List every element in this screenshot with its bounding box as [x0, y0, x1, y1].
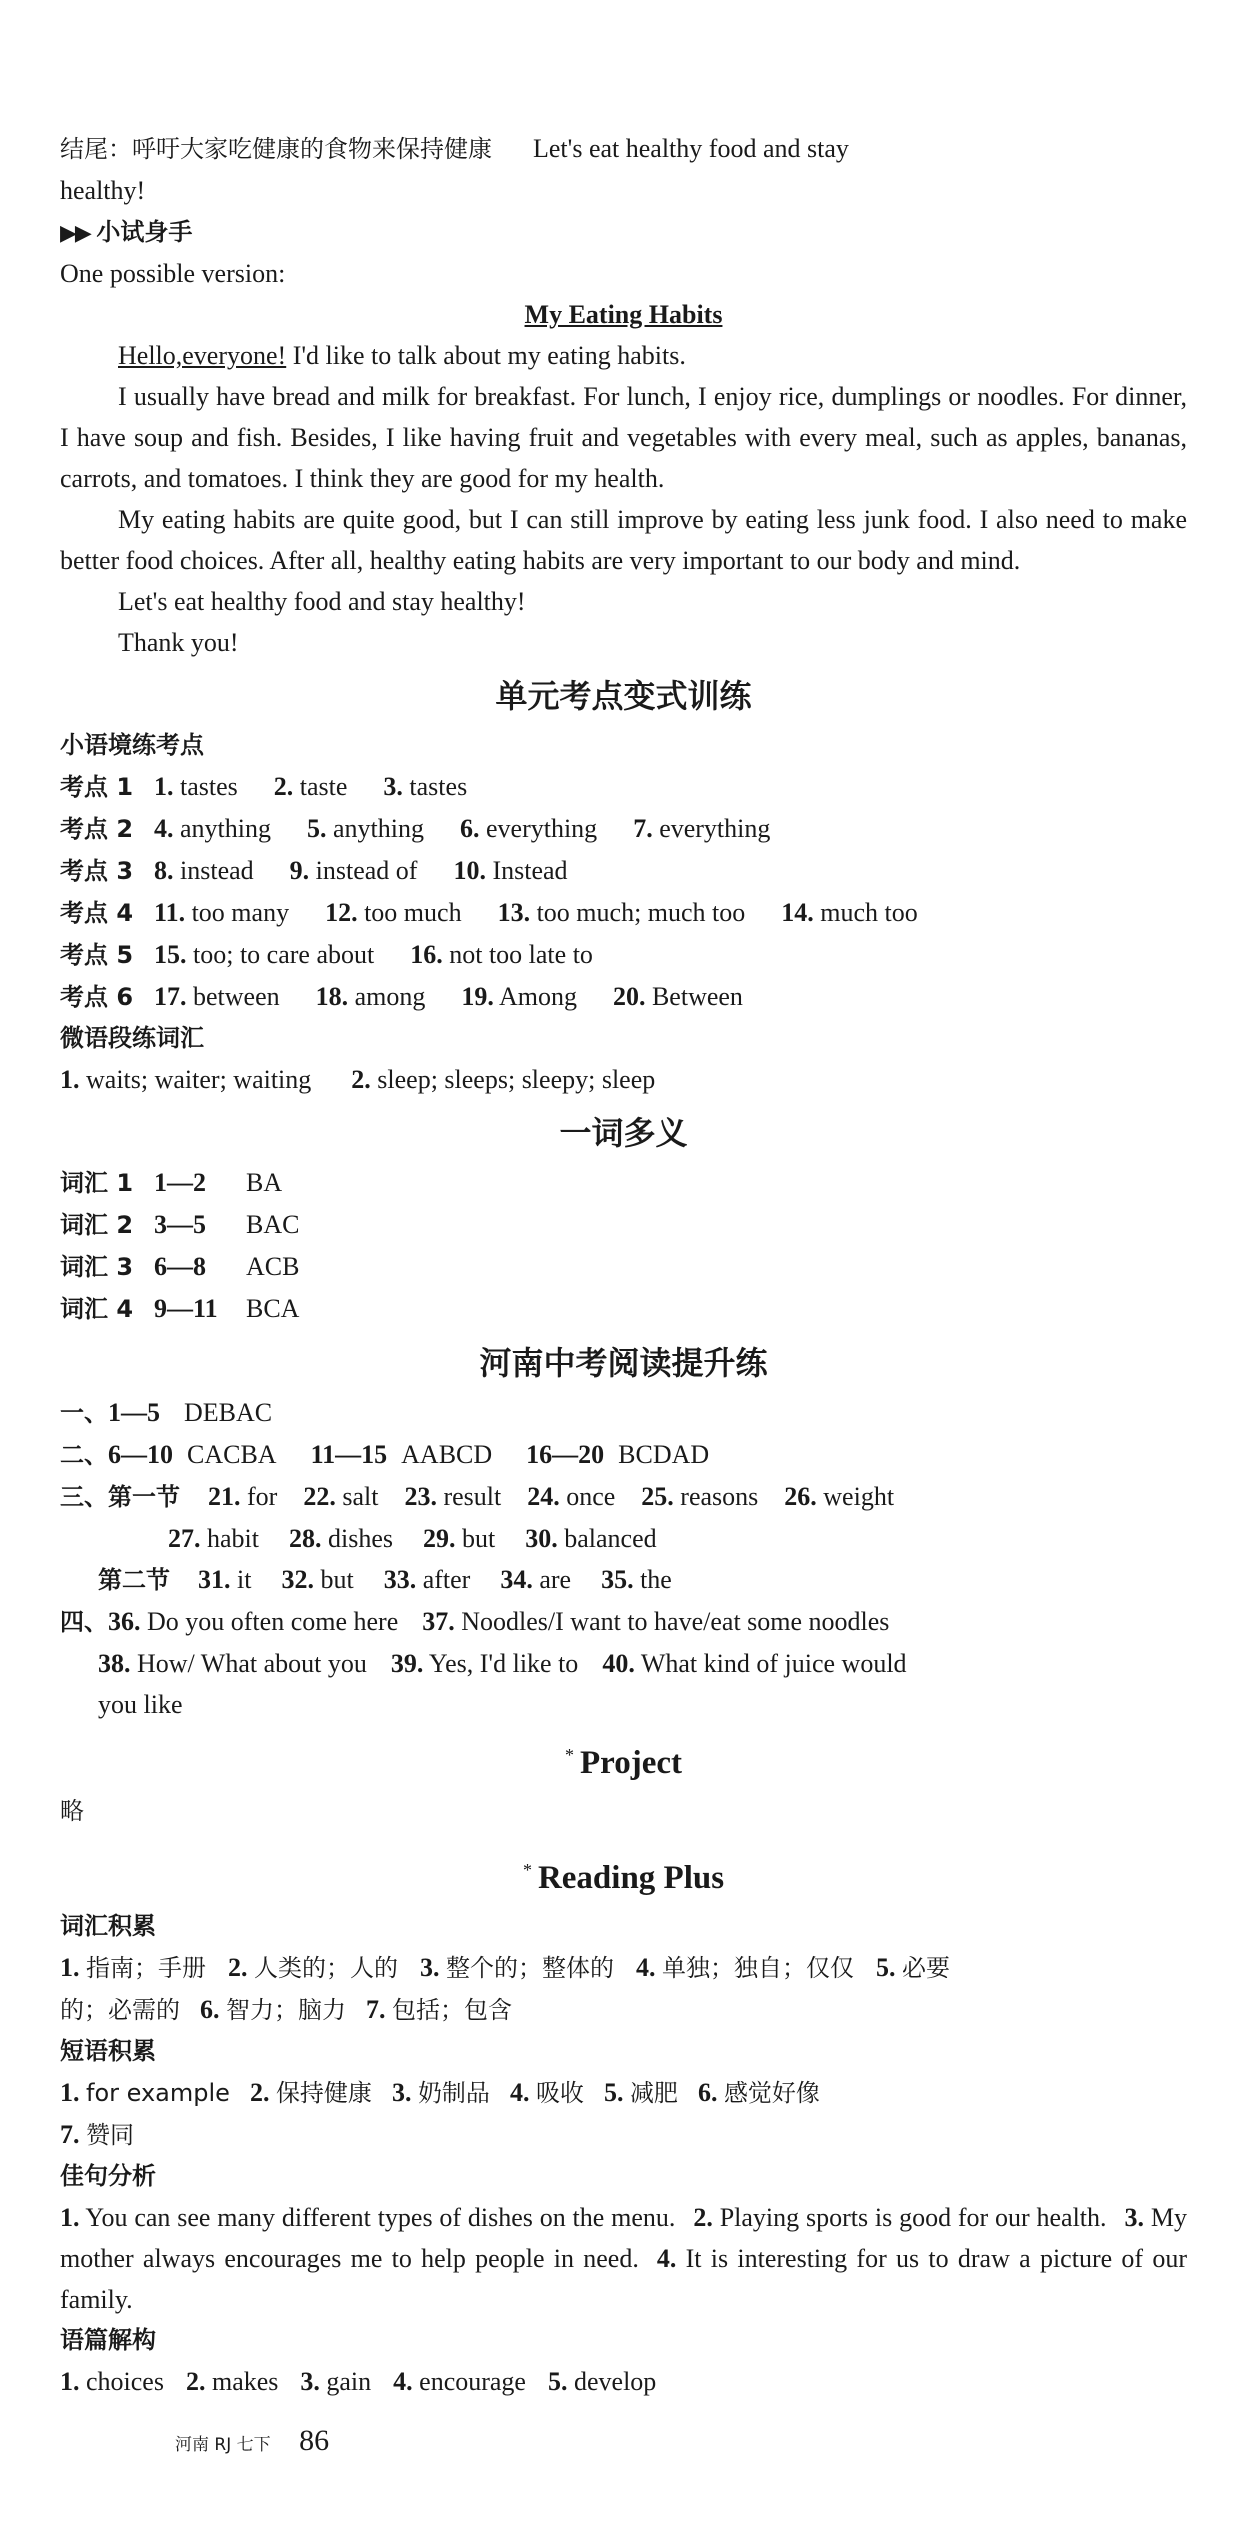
kaodian-item	[383, 772, 467, 801]
page-footer	[175, 2420, 329, 2466]
page-number: 86	[299, 2424, 330, 2457]
henan-s4-item	[602, 1649, 906, 1678]
rp-struct-answer: develop	[573, 2367, 657, 2396]
rp-vocab-answer: 整个的；整体的	[446, 1954, 614, 1982]
kaodian-label: 考点 5	[60, 941, 134, 969]
kaodian-num: 7.	[633, 814, 653, 843]
rp-vocab-num: 7.	[366, 1995, 386, 2024]
kaodian-num: 17.	[154, 982, 187, 1011]
rp-phrase-item	[510, 2078, 584, 2107]
polysemy-label: 词汇 4	[60, 1295, 134, 1323]
henan-s3-answer: once	[566, 1482, 616, 1511]
unit-train-sub2: 微语段练词汇	[60, 1024, 204, 1052]
henan-s4-line2	[60, 1643, 1187, 1684]
greeting-underlined: Hello,everyone!	[118, 341, 287, 370]
unit-train-heading: 单元考点变式训练	[495, 677, 752, 715]
henan-s3-num: 31.	[198, 1565, 231, 1594]
rp-phrase-answer: 感觉好像	[723, 2079, 820, 2107]
ending-text-cont: healthy!	[60, 176, 146, 205]
henan-s4-item	[98, 1649, 367, 1678]
kaodian-label: 考点 6	[60, 983, 134, 1011]
henan-s3-answer: the	[640, 1565, 672, 1594]
rp-sent-num: 2.	[693, 2203, 713, 2232]
kaodian-num: 8.	[154, 856, 174, 885]
henan-s4-label: 四、	[60, 1608, 108, 1636]
henan-s4-answer: Yes, I'd like to	[428, 1649, 579, 1678]
essay-paragraph-5: Thank you!	[118, 628, 239, 657]
kaodian-item	[154, 772, 238, 801]
henan-s3-num: 28.	[289, 1524, 322, 1553]
kaodian-item	[453, 856, 567, 885]
henan-s3-answer: salt	[342, 1482, 379, 1511]
rp-vocab-item	[200, 1995, 346, 2024]
polysemy-rows	[60, 1162, 1187, 1330]
kaodian-item	[410, 940, 593, 969]
henan-s3-answer: weight	[823, 1482, 895, 1511]
kaodian-row	[60, 808, 1187, 850]
henan-s2-range: 11—15	[310, 1440, 388, 1469]
rp-phrase-answer: 减肥	[629, 2079, 678, 2107]
ending-line	[60, 128, 1187, 170]
vocab-answer: sleep; sleeps; sleepy; sleep	[377, 1065, 656, 1094]
henan-s3-item	[404, 1482, 501, 1511]
henan-s3-label: 三、	[60, 1483, 108, 1511]
project-text: 略	[60, 1797, 84, 1825]
rp-struct-num: 4.	[393, 2367, 413, 2396]
polysemy-answer: BCA	[246, 1294, 300, 1323]
rp-vocab-line2	[60, 1989, 1187, 2031]
polysemy-row	[60, 1204, 1187, 1246]
rp-struct-answer: encourage	[419, 2367, 526, 2396]
henan-s4-answer: How/ What about you	[137, 1649, 367, 1678]
polysemy-range: 3—5	[154, 1210, 206, 1239]
kaodian-item	[154, 856, 254, 885]
kaodian-item	[154, 898, 289, 927]
kaodian-item	[325, 898, 462, 927]
henan-s3-num: 27.	[168, 1524, 201, 1553]
rp-vocab-answer: 智力；脑力	[226, 1996, 346, 2024]
kaodian-label: 考点 1	[60, 773, 134, 801]
henan-s3-num: 29.	[423, 1524, 456, 1553]
rp-vocab-answer: 指南；手册	[86, 1954, 206, 1982]
henan-s4-item	[391, 1649, 578, 1678]
henan-s3-num: 35.	[601, 1565, 634, 1594]
henan-s2-range: 16—20	[526, 1440, 605, 1469]
henan-s3-num: 26.	[784, 1482, 817, 1511]
henan-s1-label: 一、	[60, 1399, 108, 1427]
rp-phrase-item	[604, 2078, 678, 2107]
henan-s4-num: 40.	[602, 1649, 635, 1678]
henan-s2	[60, 1434, 1187, 1476]
kaodian-item	[781, 898, 918, 927]
henan-s4-num: 38.	[98, 1649, 131, 1678]
essay-paragraph-2: I usually have bread and milk for breakfast. For lunch, I enjoy rice, dumplings or noodles. For dinner, I have soup and fish. Besides, I like having fruit and vegetables with every meal, such as apples, bananas, carrots, and tomatoes. I think they are good for my health.	[60, 382, 1187, 493]
rp-struct-num: 1.	[60, 2367, 80, 2396]
rp-vocab-answer: 人类的；人的	[254, 1954, 398, 1982]
rp-vocab-cont: 的；必需的	[60, 1996, 180, 2024]
kaodian-num: 6.	[460, 814, 480, 843]
rp-struct-item	[548, 2367, 656, 2396]
kaodian-num: 20.	[612, 982, 646, 1011]
henan-s2-label: 二、	[60, 1441, 108, 1469]
kaodian-answer: instead	[180, 856, 254, 885]
kaodian-item	[274, 772, 348, 801]
henan-s3-item	[500, 1565, 571, 1594]
henan-s3-item	[168, 1524, 259, 1553]
henan-s3-item	[423, 1524, 495, 1553]
rp-struct-answer: makes	[211, 2367, 279, 2396]
rp-sent-item	[693, 2203, 1106, 2232]
kaodian-answer: much too	[820, 898, 918, 927]
kaodian-num: 10.	[453, 856, 486, 885]
rp-phrase-answer: 吸收	[535, 2079, 584, 2107]
rp-phrase-num: 4.	[509, 2078, 530, 2107]
rp-phrase-line1	[60, 2072, 1187, 2114]
unit-train-rows	[60, 766, 1187, 1018]
rp-struct-item	[300, 2367, 371, 2396]
rp-phrase-item	[392, 2078, 490, 2107]
rp-phrase-item	[250, 2078, 372, 2107]
henan-s3-item	[601, 1565, 672, 1594]
rp-sentences	[60, 2197, 1187, 2320]
vocab-answer: waits; waiter; waiting	[86, 1065, 312, 1094]
kaodian-answer: Between	[651, 982, 743, 1011]
rp-struct-item	[393, 2367, 526, 2396]
kaodian-item	[316, 982, 426, 1011]
rp-vocab-line1	[60, 1947, 1187, 1989]
polysemy-label: 词汇 2	[60, 1211, 134, 1239]
kaodian-item	[154, 814, 271, 843]
polysemy-range: 1—2	[154, 1168, 206, 1197]
essay-paragraph-3: My eating habits are quite good, but I can still improve by eating less junk food. I also need to make better food choices. After all, healthy eating habits are very important to our body and mind.	[60, 505, 1187, 575]
henan-s3-answer: reasons	[680, 1482, 759, 1511]
rp-struct-answer: gain	[326, 2367, 372, 2396]
kaodian-num: 1.	[154, 772, 174, 801]
polysemy-row	[60, 1288, 1187, 1330]
rp-phrase-num: 1.	[60, 2078, 80, 2107]
kaodian-answer: tastes	[180, 772, 238, 801]
rp-phrase-item	[60, 2078, 230, 2107]
try-heading	[60, 211, 1187, 253]
polysemy-answer: BA	[246, 1168, 283, 1197]
rp-sent-num: 4.	[656, 2244, 677, 2273]
henan-s3-item	[641, 1482, 758, 1511]
henan-s3-item	[208, 1482, 277, 1511]
henan-s3-part2	[60, 1559, 1187, 1601]
kaodian-answer: between	[193, 982, 280, 1011]
unit-train-vocab-row	[60, 1059, 1187, 1100]
kaodian-answer: anything	[180, 814, 271, 843]
rp-vocab-answer: 必要	[902, 1954, 950, 1982]
kaodian-item	[290, 856, 418, 885]
henan-s4-line1	[60, 1601, 1187, 1643]
rp-phrase-line2	[60, 2114, 1187, 2156]
rp-struct-item	[60, 2367, 164, 2396]
henan-s3-part1-label: 第一节	[108, 1483, 180, 1511]
double-triangle-icon: ▶▶	[60, 220, 90, 245]
rp-vocab-num: 1.	[60, 1953, 80, 1982]
kaodian-item	[613, 982, 743, 1011]
henan-s3-answer: are	[539, 1565, 572, 1594]
rp-struct-num: 3.	[300, 2367, 320, 2396]
kaodian-num: 15.	[154, 940, 187, 969]
henan-s4-answer: Do you often come here	[147, 1607, 399, 1636]
rp-struct-item	[186, 2367, 278, 2396]
henan-s3-num: 21.	[208, 1482, 241, 1511]
kaodian-item	[154, 940, 374, 969]
kaodian-item	[460, 814, 597, 843]
rp-vocab-item	[636, 1953, 854, 1982]
project-title: Project	[580, 1745, 682, 1781]
rp-vocab-num: 4.	[636, 1953, 656, 1982]
henan-s2-group	[108, 1440, 277, 1469]
rp-vocab-num: 5.	[876, 1953, 896, 1982]
kaodian-answer: too much; much too	[536, 898, 746, 927]
kaodian-row	[60, 766, 1187, 808]
henan-s3-num: 33.	[383, 1565, 417, 1594]
kaodian-answer: not too late to	[449, 940, 593, 969]
rp-vocab-item	[420, 1953, 614, 1982]
vocab-num: 2.	[351, 1065, 371, 1094]
rp-sent-answer: It is interesting for us to draw a picture of our family.	[60, 2244, 1188, 2314]
henan-s3-answer: result	[443, 1482, 502, 1511]
rp-sent-answer: My mother always encourages me to help people in need.	[60, 2203, 1187, 2273]
henan-s2-range: 6—10	[108, 1440, 173, 1469]
rp-vocab-answer: 包括；包含	[392, 1996, 512, 2024]
henan-s4-num: 37.	[422, 1607, 455, 1636]
kaodian-num: 13.	[497, 898, 531, 927]
henan-s2-answer: BCDAD	[618, 1440, 710, 1469]
polysemy-label: 词汇 1	[60, 1169, 134, 1197]
rp-vocab-label: 词汇积累	[60, 1912, 156, 1940]
henan-s3-answer: but	[320, 1565, 354, 1594]
kaodian-num: 2.	[273, 772, 294, 801]
henan-s3-item	[289, 1524, 393, 1553]
kaodian-num: 5.	[307, 814, 327, 843]
polysemy-heading: 一词多义	[559, 1114, 688, 1152]
polysemy-range: 6—8	[154, 1252, 206, 1281]
henan-s2-group	[526, 1440, 709, 1469]
rp-vocab-num: 3.	[420, 1953, 440, 1982]
kaodian-item	[154, 982, 280, 1011]
kaodian-row	[60, 850, 1187, 892]
rp-vocab-item	[60, 1953, 206, 1982]
henan-heading: 河南中考阅读提升练	[479, 1344, 768, 1382]
rp-phrase-num: 5.	[603, 2078, 624, 2107]
reading-plus-title: Reading Plus	[537, 1860, 725, 1896]
kaodian-answer: everything	[659, 814, 771, 843]
henan-s4-answer: Noodles/I want to have/eat some noodles	[461, 1607, 890, 1636]
henan-s3-part2-label: 第二节	[98, 1566, 170, 1594]
henan-s2-group	[311, 1440, 493, 1469]
kaodian-num: 19.	[461, 982, 494, 1011]
henan-s3-item	[525, 1524, 656, 1553]
rp-vocab-item	[366, 1995, 512, 2024]
try-intro: One possible version:	[60, 259, 286, 288]
kaodian-label: 考点 2	[60, 815, 134, 843]
rp-phrase-num: 2.	[249, 2078, 270, 2107]
reading-plus-heading	[60, 1846, 1187, 1902]
greeting-rest: I'd like to talk about my eating habits.	[286, 341, 686, 370]
essay-paragraph-4: Let's eat healthy food and stay healthy!	[118, 587, 526, 616]
essay-title: My Eating Habits	[524, 300, 723, 329]
henan-s4-answer: What kind of juice would	[640, 1649, 907, 1678]
henan-s3-num: 30.	[525, 1524, 558, 1553]
kaodian-answer: Instead	[492, 856, 568, 885]
henan-s3-item	[198, 1565, 251, 1594]
henan-s3-num: 34.	[500, 1565, 533, 1594]
henan-s3-answer: dishes	[328, 1524, 393, 1553]
henan-s2-answer: CACBA	[187, 1440, 277, 1469]
henan-s3-answer: habit	[207, 1524, 259, 1553]
ending-label: 结尾：呼吁大家吃健康的食物来保持健康	[60, 135, 492, 163]
ending-text: Let's eat healthy food and stay	[533, 134, 849, 163]
kaodian-row	[60, 892, 1187, 934]
kaodian-answer: everything	[486, 814, 598, 843]
kaodian-num: 4.	[154, 814, 174, 843]
vocab-num: 1.	[60, 1065, 80, 1094]
rp-phrase-num: 3.	[391, 2078, 412, 2107]
rp-phrase-answer: 赞同	[86, 2121, 134, 2149]
henan-s3-answer: it	[237, 1565, 252, 1594]
vocab-item	[351, 1065, 655, 1094]
polysemy-answer: BAC	[246, 1210, 300, 1239]
polysemy-label: 词汇 3	[60, 1253, 134, 1281]
rp-vocab-answer: 单独；独自；仅仅	[662, 1954, 854, 1982]
kaodian-answer: among	[354, 982, 426, 1011]
kaodian-num: 9.	[289, 856, 310, 885]
rp-vocab-item	[876, 1953, 950, 1982]
henan-s4-num: 39.	[390, 1649, 424, 1678]
henan-s1	[60, 1392, 1187, 1434]
vocab-item	[60, 1065, 311, 1094]
rp-vocab-num: 6.	[200, 1995, 220, 2024]
kaodian-answer: tastes	[409, 772, 468, 801]
kaodian-num: 11.	[154, 898, 186, 927]
polysemy-row	[60, 1246, 1187, 1288]
essay-greeting	[60, 335, 1187, 376]
henan-s4-item	[422, 1607, 889, 1636]
kaodian-num: 18.	[315, 982, 349, 1011]
henan-s3-item	[784, 1482, 894, 1511]
polysemy-row	[60, 1162, 1187, 1204]
kaodian-item	[633, 814, 770, 843]
polysemy-answer: ACB	[246, 1252, 300, 1281]
henan-s3-answer: but	[462, 1524, 496, 1553]
henan-s4-line3: you like	[98, 1690, 183, 1719]
kaodian-answer: too much	[364, 898, 462, 927]
rp-sent-num: 3.	[1124, 2203, 1145, 2232]
star-mark: *	[565, 1745, 574, 1765]
kaodian-num: 14.	[781, 898, 814, 927]
star-mark: *	[522, 1860, 532, 1880]
rp-phrase-label: 短语积累	[60, 2037, 156, 2065]
henan-s3-answer: balanced	[564, 1524, 657, 1553]
henan-s3-num: 24.	[527, 1482, 560, 1511]
henan-s3-num: 25.	[641, 1482, 674, 1511]
kaodian-item	[461, 982, 577, 1011]
kaodian-answer: too; to care about	[193, 940, 375, 969]
kaodian-num: 16.	[410, 940, 443, 969]
henan-s3-item	[527, 1482, 615, 1511]
rp-sent-answer: You can see many different types of dishes on the menu.	[85, 2203, 676, 2232]
henan-s3-line2	[60, 1518, 1187, 1559]
henan-s3-item	[384, 1565, 471, 1594]
henan-s3-num: 23.	[404, 1482, 437, 1511]
rp-sent-num: 1.	[60, 2203, 80, 2232]
kaodian-row	[60, 976, 1187, 1018]
henan-s3-num: 32.	[281, 1565, 314, 1594]
kaodian-answer: taste	[299, 772, 348, 801]
footer-label: 河南 RJ 七下	[175, 2435, 271, 2455]
kaodian-num: 3.	[383, 772, 403, 801]
henan-s3-item	[303, 1482, 378, 1511]
rp-structure-row	[60, 2361, 1187, 2402]
rp-vocab-num: 2.	[228, 1953, 248, 1982]
henan-s1-range: 1—5	[108, 1398, 160, 1427]
rp-struct-label: 语篇解构	[60, 2326, 156, 2354]
rp-sent-item	[60, 2203, 675, 2232]
kaodian-answer: anything	[333, 814, 424, 843]
kaodian-answer: Among	[498, 982, 577, 1011]
rp-phrase-item	[60, 2120, 134, 2149]
try-label: 小试身手	[96, 218, 193, 246]
polysemy-range: 9—11	[154, 1294, 218, 1323]
kaodian-answer: too many	[191, 898, 290, 927]
henan-s3-item	[281, 1565, 353, 1594]
henan-s1-answer: DEBAC	[184, 1398, 273, 1427]
kaodian-label: 考点 4	[60, 899, 134, 927]
rp-sent-answer: Playing sports is good for our health.	[719, 2203, 1107, 2232]
rp-phrase-answer: 保持健康	[275, 2079, 372, 2107]
henan-s3-line1	[60, 1476, 1187, 1518]
kaodian-label: 考点 3	[60, 857, 134, 885]
kaodian-item	[307, 814, 424, 843]
henan-s3-answer: after	[422, 1565, 471, 1594]
rp-phrase-num: 7.	[60, 2120, 80, 2149]
rp-struct-num: 5.	[547, 2367, 568, 2396]
rp-phrase-answer: for example	[86, 2079, 230, 2107]
rp-struct-num: 2.	[185, 2367, 206, 2396]
henan-s3-num: 22.	[303, 1482, 336, 1511]
henan-s3-answer: for	[247, 1482, 278, 1511]
kaodian-item	[498, 898, 746, 927]
project-heading	[60, 1731, 1187, 1787]
kaodian-num: 12.	[325, 898, 358, 927]
unit-train-sub1: 小语境练考点	[60, 731, 204, 759]
rp-vocab-item	[228, 1953, 398, 1982]
rp-phrase-answer: 奶制品	[417, 2079, 490, 2107]
henan-s4-item	[108, 1607, 398, 1636]
rp-phrase-item	[698, 2078, 820, 2107]
kaodian-answer: instead of	[315, 856, 418, 885]
rp-sent-label: 佳句分析	[60, 2162, 156, 2190]
kaodian-row	[60, 934, 1187, 976]
rp-struct-answer: choices	[86, 2367, 164, 2396]
henan-s2-answer: AABCD	[401, 1440, 493, 1469]
rp-phrase-num: 6.	[697, 2078, 718, 2107]
henan-s4-num: 36.	[108, 1607, 141, 1636]
